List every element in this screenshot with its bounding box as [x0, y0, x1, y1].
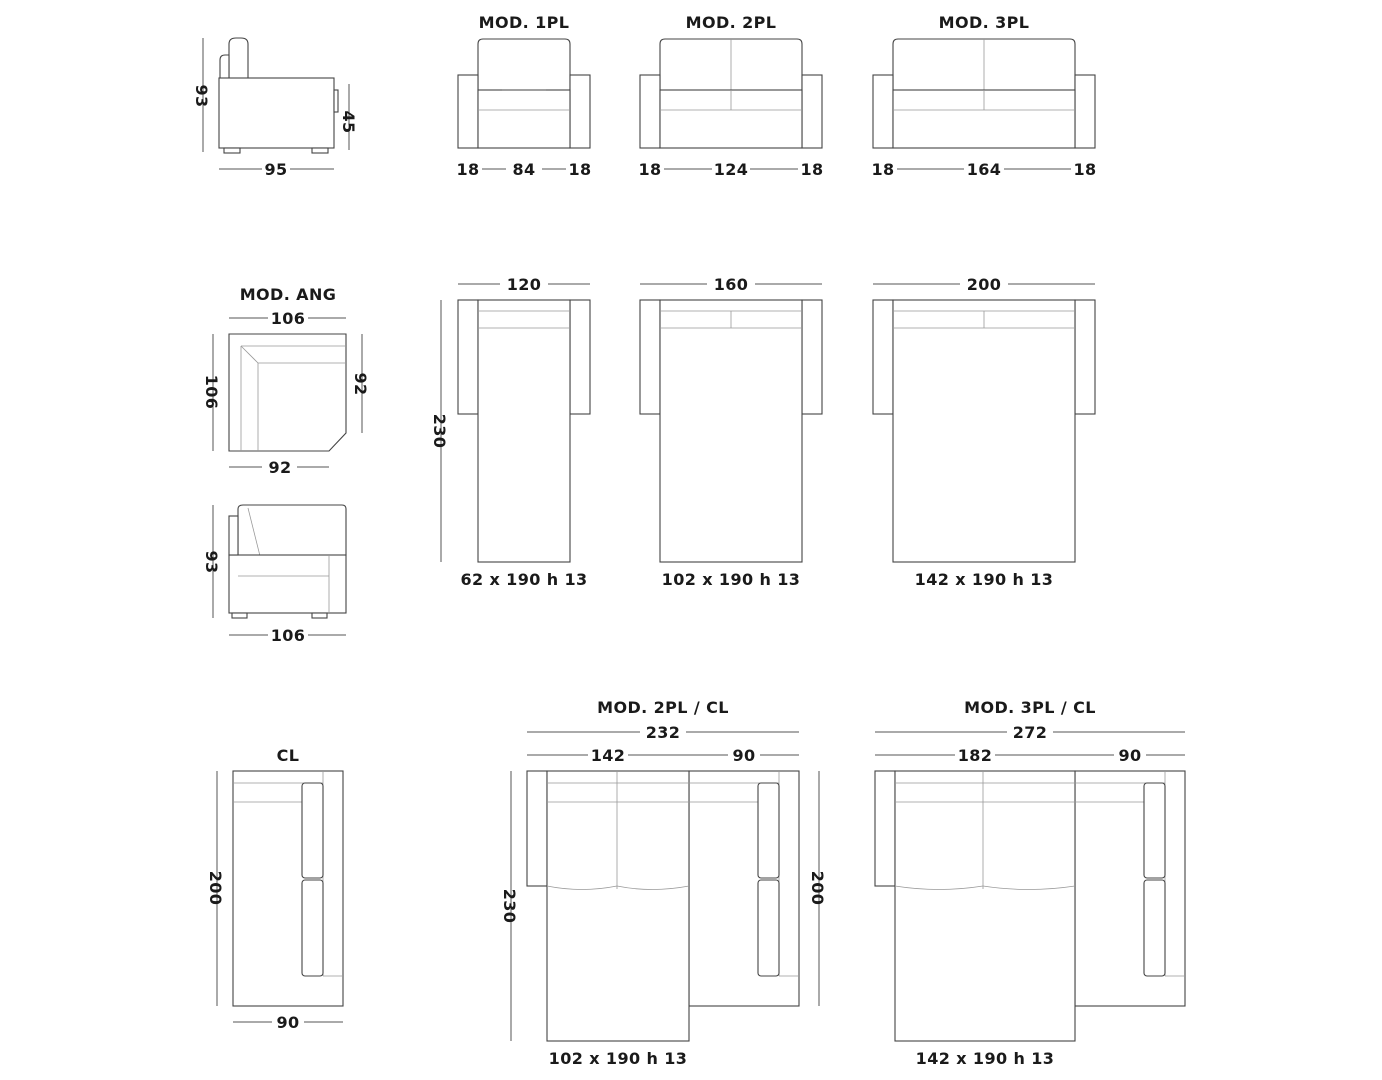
- bed-2pl: [640, 275, 822, 589]
- plan-2pl-cl-mattress: [547, 771, 689, 1041]
- plan-3pl-cl-mattress-label: 142 x 190 h 13: [915, 1049, 1055, 1068]
- bed-1pl-width-label: 120: [506, 275, 542, 294]
- plan-3pl-cl-seat-label: 182: [957, 746, 993, 765]
- side-seat-height-label: 45: [339, 110, 358, 134]
- title-mod-3pl: MOD. 3PL: [938, 13, 1030, 32]
- corner-side-foot-left: [232, 613, 247, 618]
- bed-1pl-mattress-label: 62 x 190 h 13: [460, 570, 588, 589]
- title-mod-2pl-cl: MOD. 2PL / CL: [597, 698, 729, 717]
- title-mod-2pl: MOD. 2PL: [685, 13, 777, 32]
- title-mod-ang: MOD. ANG: [239, 285, 337, 304]
- plan-2pl-cl: [500, 698, 827, 1068]
- side-backrest: [229, 38, 248, 78]
- bed-length-label: 230: [430, 413, 449, 449]
- plan-2pl-cl-cushion-top: [758, 783, 779, 878]
- bed-1pl-arm-right: [570, 300, 590, 414]
- corner-right-label: 92: [351, 372, 370, 396]
- bed-2pl-arm-right: [802, 300, 822, 414]
- corner-plan: [202, 285, 370, 477]
- front-1pl-arm-left-label: 18: [456, 160, 480, 179]
- plan-3pl-cl-arm-left: [875, 771, 895, 886]
- front-1pl-arm-right: [570, 75, 590, 148]
- corner-side-body: [229, 555, 346, 613]
- side-cushion: [220, 55, 229, 78]
- front-3pl: [871, 13, 1096, 179]
- side-arm-edge: [334, 90, 338, 112]
- cl-length-label: 200: [206, 870, 225, 906]
- bed-2pl-mattress: [660, 300, 802, 562]
- front-3pl-seat-label: 164: [966, 160, 1002, 179]
- corner-side-arm-top: [229, 516, 238, 555]
- front-1pl-back: [478, 39, 570, 90]
- cl-plan: [206, 746, 343, 1032]
- front-1pl-seat: [478, 90, 570, 148]
- title-cl: CL: [276, 746, 300, 765]
- front-2pl-arm-right-label: 18: [800, 160, 824, 179]
- corner-side-foot-right: [312, 613, 327, 618]
- bed-3pl-arm-right: [1075, 300, 1095, 414]
- front-2pl-arm-right: [802, 75, 822, 148]
- plan-3pl-cl-cushion-bottom: [1144, 880, 1165, 976]
- front-3pl-arm-right-label: 18: [1073, 160, 1097, 179]
- title-mod-1pl: MOD. 1PL: [478, 13, 570, 32]
- side-depth-label: 95: [264, 160, 288, 179]
- side-body: [219, 78, 334, 148]
- side-foot-left: [224, 148, 240, 153]
- corner-left-label: 106: [202, 374, 221, 410]
- cl-width-label: 90: [276, 1013, 300, 1032]
- plan-2pl-cl-mattress-label: 102 x 190 h 13: [548, 1049, 688, 1068]
- front-2pl: [638, 13, 823, 179]
- plan-3pl-cl-chaise-label: 90: [1118, 746, 1142, 765]
- plan-2pl-cl-chaise-label: 90: [732, 746, 756, 765]
- plan-3pl-cl-cushion-top: [1144, 783, 1165, 878]
- plan-2pl-cl-total-label: 232: [645, 723, 681, 742]
- bed-2pl-width-label: 160: [713, 275, 749, 294]
- cl-cushion-bottom: [302, 880, 323, 976]
- front-1pl: [456, 13, 591, 179]
- bed-3pl-width-label: 200: [966, 275, 1002, 294]
- plan-3pl-cl-chaise: [1075, 771, 1185, 1006]
- side-foot-right: [312, 148, 328, 153]
- corner-side-height-label: 93: [202, 550, 221, 574]
- cl-cushion-top: [302, 783, 323, 878]
- front-1pl-arm-left: [458, 75, 478, 148]
- bed-3pl-arm-left: [873, 300, 893, 414]
- front-3pl-arm-left-label: 18: [871, 160, 895, 179]
- plan-3pl-cl-mattress: [895, 771, 1075, 1041]
- bed-1pl-mattress: [478, 300, 570, 562]
- front-1pl-seat-label: 84: [512, 160, 536, 179]
- plan-2pl-cl-cushion-bottom: [758, 880, 779, 976]
- side-view: [192, 38, 358, 179]
- front-2pl-arm-left-label: 18: [638, 160, 662, 179]
- plan-2pl-cl-seat-label: 142: [590, 746, 626, 765]
- title-mod-3pl-cl: MOD. 3PL / CL: [964, 698, 1096, 717]
- bed-1pl: [430, 275, 590, 589]
- corner-side-view: [202, 505, 346, 645]
- corner-side-width-label: 106: [270, 626, 306, 645]
- plan-3pl-cl-total-label: 272: [1012, 723, 1048, 742]
- bed-3pl-mattress: [893, 300, 1075, 562]
- front-1pl-arm-right-label: 18: [568, 160, 592, 179]
- front-3pl-arm-left: [873, 75, 893, 148]
- corner-top-label: 106: [270, 309, 306, 328]
- front-3pl-arm-right: [1075, 75, 1095, 148]
- bed-3pl: [873, 275, 1095, 589]
- plan-2pl-cl-open-label: 230: [500, 888, 519, 924]
- corner-bottom-label: 92: [268, 458, 292, 477]
- front-2pl-arm-left: [640, 75, 660, 148]
- cl-outline: [233, 771, 343, 1006]
- corner-side-back: [238, 505, 346, 555]
- plan-2pl-cl-chaise: [689, 771, 799, 1006]
- plan-3pl-cl: [875, 698, 1185, 1068]
- bed-2pl-mattress-label: 102 x 190 h 13: [661, 570, 801, 589]
- side-height-label: 93: [192, 84, 211, 108]
- front-2pl-seat-label: 124: [713, 160, 749, 179]
- plan-2pl-cl-arm-left: [527, 771, 547, 886]
- bed-2pl-arm-left: [640, 300, 660, 414]
- plan-2pl-cl-chaise-length-label: 200: [808, 870, 827, 906]
- bed-1pl-arm-left: [458, 300, 478, 414]
- bed-3pl-mattress-label: 142 x 190 h 13: [914, 570, 1054, 589]
